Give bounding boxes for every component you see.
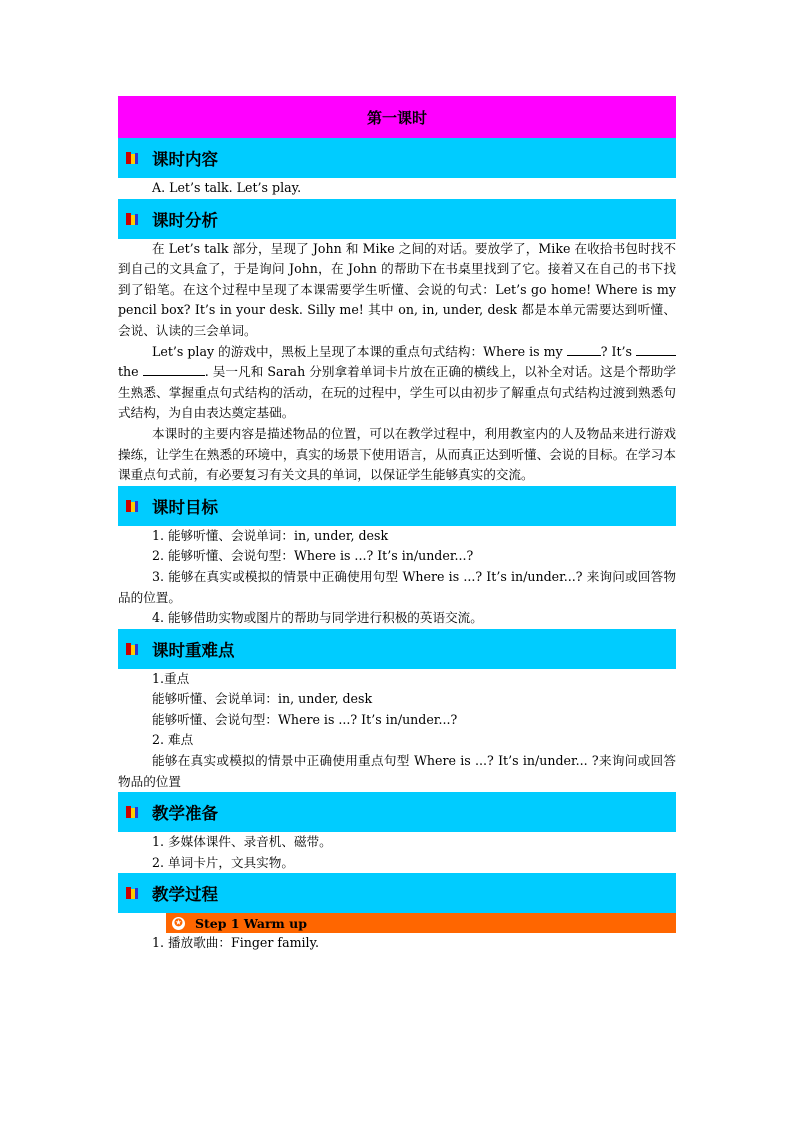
section-heading: 课时分析 (152, 210, 218, 230)
analysis-paragraph-3: 本课时的主要内容是描述物品的位置，可以在教学过程中，利用教室内的人及物品来进行游戏操练，让学生在熟悉的环境中，真实的场景下使用语言，从而真正达到听懂、会说的目标。在学习本课重点句式前，有必要复习有关文具的单词，以保证学生能够真实的交流。 (118, 425, 676, 483)
section-heading: 教学准备 (152, 804, 218, 824)
prep-item: 2. 单词卡片，文具实物。 (152, 854, 294, 870)
blank-line (636, 342, 676, 356)
title-text: 第一课时 (366, 108, 427, 127)
book-stack-icon (124, 804, 140, 820)
process-item: 1. 播放歌曲：Finger family. (152, 935, 320, 951)
step-title: Step 1 Warm up (195, 915, 307, 931)
book-stack-icon (124, 885, 140, 901)
lesson-plan (118, 96, 676, 954)
book-stack-icon (124, 211, 140, 227)
section-heading: 教学过程 (152, 885, 218, 905)
book-stack-icon (124, 641, 140, 657)
p2-part-a: Let’s play 的游戏中，黑板上呈现了本课的重点句式结构：Where is my (152, 343, 567, 359)
goal-item: 1. 能够听懂、会说单词：in, under, desk (152, 527, 389, 543)
keypoint-line: 2. 难点 (152, 732, 194, 748)
p2-part-b: ? It’s (600, 343, 636, 359)
analysis-paragraph-2 (118, 342, 676, 424)
section-header-content (118, 138, 676, 178)
keypoint-line: 1.重点 (152, 670, 190, 686)
goal-item: 3. 能够在真实或模拟的情景中正确使用句型 Where is ...? It’s in/under...? 来询问或回答物品的位置。 (118, 568, 676, 605)
section-header-process (118, 873, 676, 913)
star-circle-icon: ✪ (172, 917, 185, 930)
goal-item: 4. 能够借助实物或图片的帮助与同学进行积极的英语交流。 (152, 610, 483, 626)
section-body-goals (118, 526, 676, 629)
section-body-process (118, 933, 676, 954)
section-header-keypoints (118, 629, 676, 669)
section-body-analysis (118, 239, 676, 486)
section-heading: 课时目标 (152, 497, 218, 517)
p2-part-d: . 吴一凡和 Sarah 分别拿着单词卡片放在正确的横线上，以补全对话。这是个帮助学生熟悉、掌握重点句式结构的活动，在玩的过程中，学生可以由初步了解重点句式结构过渡到熟悉句式结构，为自由表达奠定基础。 (118, 364, 676, 421)
section-body-content (118, 178, 676, 199)
keypoint-line: 能够听懂、会说单词：in, under, desk (152, 691, 373, 707)
section-header-prep (118, 792, 676, 832)
prep-item: 1. 多媒体课件、录音机、磁带。 (152, 834, 332, 850)
book-stack-icon (124, 498, 140, 514)
section-header-goals (118, 486, 676, 526)
section-heading: 课时内容 (152, 150, 218, 169)
page-title (118, 96, 676, 138)
analysis-paragraph-1: 在 Let’s talk 部分，呈现了 John 和 Mike 之间的对话。要放学了，Mike 在收拾书包时找不到自己的文具盒了，于是询问 John，在 John 的帮助下在书桌里找到了它。接着又在自己的书下找到了铅笔。在这个过程中呈现了本课需要学生听懂、会说的句式：Let’s go home! Where is my pencil box? It’s in your desk. Silly me! 其中 on, in, under, desk 都是本单元需要达到听懂、会说、认读的三会单词。 (118, 240, 676, 338)
blank-line (143, 362, 205, 376)
content-text: A. Let’s talk. Let’s play. (152, 180, 302, 195)
section-body-prep (118, 832, 676, 873)
p2-part-c: the (118, 364, 143, 380)
blank-line (567, 342, 601, 356)
step-bar (166, 913, 676, 933)
keypoint-line: 能够在真实或模拟的情景中正确使用重点句型 Where is ...? It’s in/under... ?来询问或回答物品的位置 (118, 753, 676, 789)
section-heading: 课时重难点 (152, 640, 235, 660)
keypoint-line: 能够听懂、会说句型：Where is ...? It’s in/under...? (152, 711, 458, 727)
section-header-analysis (118, 199, 676, 239)
book-stack-icon (124, 150, 140, 166)
goal-item: 2. 能够听懂、会说句型：Where is ...? It’s in/under...? (152, 548, 474, 564)
section-body-keypoints (118, 669, 676, 793)
